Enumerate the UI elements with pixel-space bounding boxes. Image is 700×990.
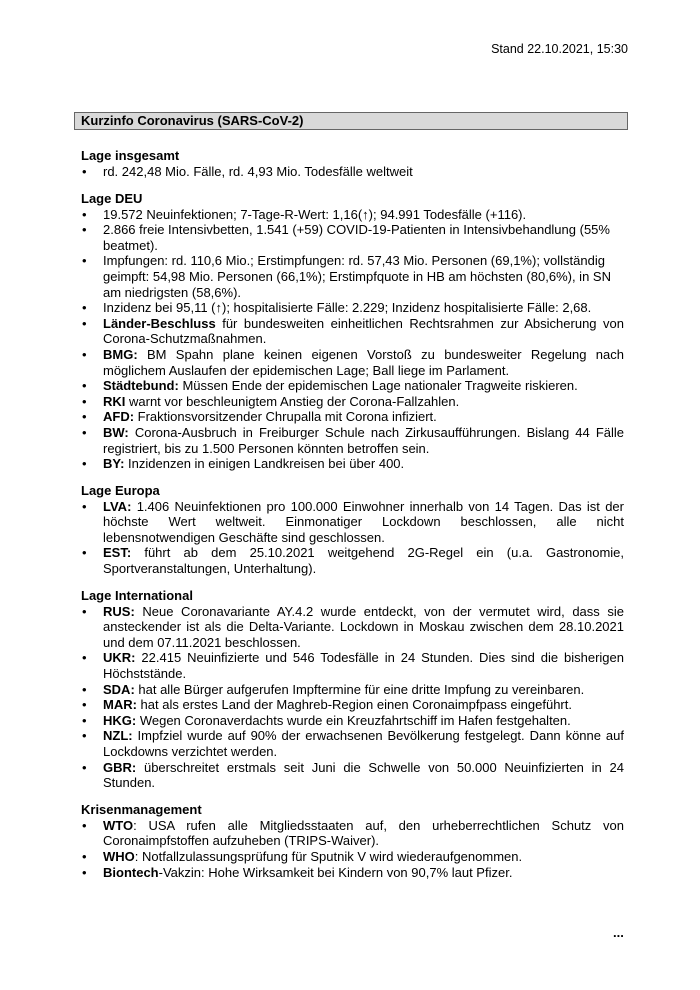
section-heading: Lage Europa: [81, 482, 160, 498]
list-item: [81, 394, 624, 410]
item-lead: UKR:: [103, 650, 136, 666]
item-text: überschreitet erstmals seit Juni die Schwelle von 50.000 Neuinfizierten in 24 Stunden.: [103, 759, 624, 791]
item-text: : Notfallzulassungsprüfung für Sputnik V wird wiederaufgenommen.: [134, 848, 523, 864]
list-item: [81, 378, 624, 394]
section-heading: Lage DEU: [81, 190, 143, 206]
item-text: warnt vor beschleunigtem Anstieg der Corona-Fallzahlen.: [125, 393, 460, 409]
bullet-list: [81, 818, 624, 880]
document-date: Stand 22.10.2021, 15:30: [491, 42, 628, 56]
item-text: Impfziel wurde auf 90% der erwachsenen Bevölkerung festgelegt. Dann könne auf Lockdowns verzichtet werden.: [103, 728, 624, 759]
item-text: Inzidenzen in einigen Landkreisen bei über 400.: [124, 456, 405, 472]
item-text: Corona-Ausbruch in Freiburger Schule nach Zirkusaufführungen. Bislang 44 Fälle registriert, bis zu 1.500 Personen könnten betroffen sein.: [103, 424, 624, 456]
item-text: Impfungen: rd. 110,6 Mio.; Erstimpfungen: rd. 57,43 Mio. Personen (69,1%); vollständig geimpft: 54,98 Mio. Personen (66,1%); Erstimpfquote in HB am höchsten (80,6%), in SN am niedrigsten (58,6%).: [103, 253, 611, 300]
item-text: Müssen Ende der epidemischen Lage nationaler Tragweite riskieren.: [178, 378, 578, 394]
document-title: Kurzinfo Coronavirus (SARS-CoV-2): [74, 112, 628, 130]
item-lead: MAR:: [103, 697, 137, 713]
section-heading: Lage International: [81, 587, 193, 603]
list-item: [81, 207, 624, 223]
item-lead: BW:: [103, 424, 129, 440]
list-item: [81, 604, 624, 651]
bullet-list: [81, 604, 624, 791]
list-item: [81, 222, 624, 253]
item-text: hat als erstes Land der Maghreb-Region einen Coronaimpfpass eingeführt.: [136, 697, 572, 713]
item-lead: HKG:: [103, 712, 137, 728]
section-heading: Krisenmanagement: [81, 801, 202, 817]
item-text: Neue Coronavariante AY.4.2 wurde entdeckt, von der vermutet wird, dass sie ansteckender ist als die Delta-Variante. Lockdown in Moskau zwischen dem 28.10.2021 und dem 07.11.2021 beschlossen.: [103, 603, 624, 650]
list-item: [81, 545, 624, 576]
section: [81, 802, 624, 880]
item-text: Fraktionsvorsitzender Chrupalla mit Corona infiziert.: [134, 409, 437, 425]
list-item: [81, 849, 624, 865]
item-lead: BY:: [103, 456, 125, 472]
section-heading: Lage insgesamt: [81, 148, 180, 163]
item-lead: Biontech: [103, 864, 159, 880]
list-item: [81, 818, 624, 849]
list-item: [81, 728, 624, 759]
item-text: Wegen Coronaverdachts wurde ein Kreuzfahrtschiff im Hafen festgehalten.: [136, 712, 571, 728]
item-lead: Länder-Beschluss: [103, 315, 216, 331]
bullet-list: [81, 207, 624, 472]
item-text: 19.572 Neuinfektionen; 7-Tage-R-Wert: 1,16(↑); 94.991 Todesfälle (+116).: [103, 206, 527, 222]
list-item: [81, 456, 624, 472]
item-lead: RUS:: [103, 603, 135, 619]
item-text: 2.866 freie Intensivbetten, 1.541 (+59) COVID-19-Patienten in Intensivbehandlung (55% beatmet).: [103, 222, 610, 253]
list-item: [81, 409, 624, 425]
bullet-list: [81, 164, 624, 180]
item-text: 22.415 Neuinfizierte und 546 Todesfälle in 24 Stunden. Dies sind die bisherigen Höchststände.: [103, 650, 624, 682]
list-item: [81, 347, 624, 378]
item-lead: BMG:: [103, 346, 138, 362]
section: [81, 588, 624, 791]
item-lead: GBR:: [103, 759, 137, 775]
item-text: Inzidenz bei 95,11 (↑); hospitalisierte Fälle: 2.229; Inzidenz hospitalisierte Fälle: 2,68.: [103, 300, 592, 316]
item-text: hat alle Bürger aufgerufen Impftermine für eine dritte Impfung zu vereinbaren.: [134, 681, 585, 697]
list-item: [81, 713, 624, 729]
item-lead: SDA:: [103, 681, 135, 697]
list-item: [81, 164, 624, 180]
item-lead: NZL:: [103, 728, 133, 744]
item-text: rd. 242,48 Mio. Fälle, rd. 4,93 Mio. Todesfälle weltweit: [103, 164, 413, 179]
item-text: für bundesweiten einheitlichen Rechtsrahmen zur Absicherung von Corona-Schutzmaßnahmen.: [103, 315, 624, 347]
item-lead: Städtebund:: [103, 378, 179, 394]
list-item: [81, 300, 624, 316]
item-lead: WHO: [103, 848, 135, 864]
list-item: [81, 253, 624, 300]
list-item: [81, 865, 624, 881]
list-item: [81, 760, 624, 791]
list-item: [81, 650, 624, 681]
item-text: : USA rufen alle Mitgliedsstaaten auf, den urheberrechtlichen Schutz von Coronaimpfstoffen aufzuheben (TRIPS-Waiver).: [103, 817, 624, 849]
item-lead: AFD:: [103, 409, 135, 425]
list-item: [81, 316, 624, 347]
item-lead: WTO: [103, 817, 134, 833]
item-text: BM Spahn plane keinen eigenen Vorstoß zu bundesweiter Regelung nach möglichem Auslaufen der epidemischen Lage; Ball liege im Parlament.: [103, 346, 624, 378]
list-item: [81, 697, 624, 713]
item-lead: RKI: [103, 393, 126, 409]
document-body: [81, 148, 624, 891]
list-item: [81, 682, 624, 698]
item-text: 1.406 Neuinfektionen pro 100.000 Einwohner innerhalb von 14 Tagen. Das ist der höchste Wert weltweit. Einmonatiger Lockdown beschlossen, alle nicht lebensnotwendigen Geschäfte sind geschlossen.: [103, 498, 624, 545]
item-text: -Vakzin: Hohe Wirksamkeit bei Kindern von 90,7% laut Pfizer.: [158, 864, 513, 880]
section: [81, 483, 624, 577]
item-lead: EST:: [103, 545, 132, 561]
bullet-list: [81, 499, 624, 577]
list-item: [81, 425, 624, 456]
list-item: [81, 499, 624, 546]
section: [81, 191, 624, 472]
item-lead: LVA:: [103, 498, 132, 514]
item-text: führt ab dem 25.10.2021 weitgehend 2G-Regel ein (u.a. Gastronomie, Sportveranstaltungen, Unterhaltung).: [103, 545, 624, 577]
continuation-mark: ...: [613, 925, 624, 940]
section: [81, 148, 624, 180]
